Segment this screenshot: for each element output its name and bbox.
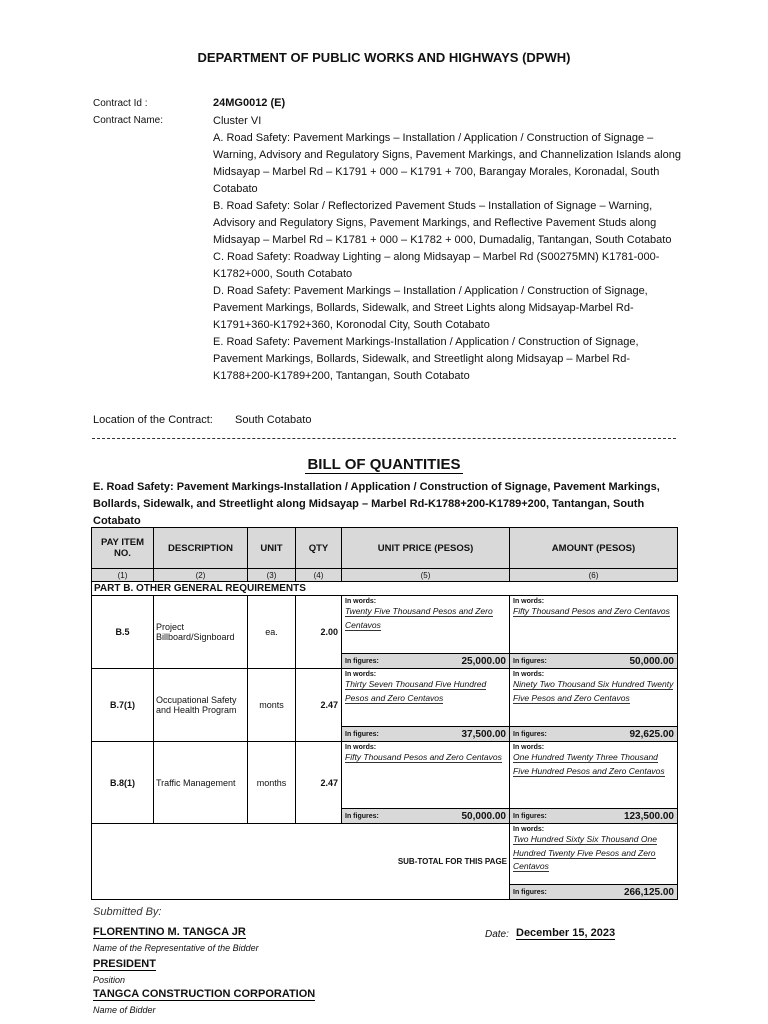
- location-value: South Cotabato: [235, 414, 312, 426]
- in-figures-label: In figures:: [513, 888, 547, 896]
- item-description: Occupational Safety and Health Program: [154, 669, 248, 742]
- col-number: (6): [510, 569, 678, 582]
- in-figures-label: In figures:: [513, 657, 547, 665]
- unit-price-figures-cell: [342, 654, 510, 669]
- amount-words: Fifty Thousand Pesos and Zero Centavos: [513, 606, 670, 616]
- subtotal-figures: 266,125.00: [623, 886, 674, 898]
- in-words-label: In words:: [345, 744, 377, 751]
- amount-figures-cell: [510, 654, 678, 669]
- contract-name-label: Contract Name:: [93, 115, 164, 126]
- in-figures-label: In figures:: [513, 730, 547, 738]
- contract-name-value: [213, 113, 683, 385]
- contract-cluster: Cluster VI: [213, 115, 262, 127]
- unit-price-words-cell: [342, 669, 510, 727]
- column-number-row: [92, 569, 678, 582]
- item-unit: ea.: [248, 596, 296, 669]
- unit-price-words: Thirty Seven Thousand Five Hundred Pesos and Zero Centavos: [345, 679, 487, 703]
- pay-item-no: B.8(1): [92, 742, 154, 824]
- amount-words-cell: [510, 596, 678, 654]
- contract-item-b: B. Road Safety: Solar / Reflectorized Pavement Studs – Installation of Signage – Warning, Advisory and Regulatory Signs, Pavement Markings, and Reflective Pavement Studs along Midsayap – Marbel Rd – K1781 + 000 – K1782 + 000, Dumadalig, Tantangan, South Cotabato: [213, 200, 672, 246]
- in-words-label: In words:: [345, 671, 377, 678]
- amount-words: One Hundred Twenty Three Thousand Five Hundred Pesos and Zero Centavos: [513, 752, 665, 776]
- in-figures-label: In figures:: [345, 812, 379, 820]
- boq-description: E. Road Safety: Pavement Markings-Installation / Application / Construction of Signage, Pavement Markings, Bollards, Sidewalk, and Streetlight along Midsayap – Marbel Rd-K1788+200-K1789+200, Tantangan, South Cotabato: [93, 481, 660, 527]
- item-description: Project Billboard/Signboard: [154, 596, 248, 669]
- boq-title-text: BILL OF QUANTITIES: [307, 456, 461, 473]
- contract-item-d: D. Road Safety: Pavement Markings – Installation / Application / Construction of Signage, Pavement Markings, Bollards, Sidewalk, and Street Lights along Midsayap-Marbel Rd-K1791+360-K1792+360, Koronodal City, South Cotabato: [213, 285, 648, 331]
- in-figures-label: In figures:: [513, 812, 547, 820]
- col-header-unit: UNIT: [248, 528, 296, 569]
- representative-caption: Name of the Representative of the Bidder: [93, 943, 259, 953]
- amount-figures: 123,500.00: [623, 810, 674, 822]
- in-words-label: In words:: [513, 598, 545, 605]
- item-unit: months: [248, 742, 296, 824]
- date-label: Date:: [485, 929, 509, 940]
- col-header-qty: QTY: [296, 528, 342, 569]
- col-number: (3): [248, 569, 296, 582]
- in-words-label: In words:: [513, 671, 545, 678]
- contract-item-c: C. Road Safety: Roadway Lighting – along Midsayap – Marbel Rd (S00275MN) K1781-000-K1782+000, South Cotabato: [213, 251, 660, 280]
- unit-price-figures-cell: [342, 809, 510, 824]
- item-qty: 2.47: [296, 742, 342, 824]
- item-qty: 2.47: [296, 669, 342, 742]
- amount-figures: 50,000.00: [629, 655, 674, 667]
- contract-id-label: Contract Id :: [93, 98, 148, 109]
- amount-figures-cell: [510, 727, 678, 742]
- pay-item-no: B.5: [92, 596, 154, 669]
- date-value: December 15, 2023: [516, 927, 616, 939]
- bidder-name: TANGCA CONSTRUCTION CORPORATION: [93, 988, 316, 1000]
- unit-price-words-cell: [342, 742, 510, 809]
- in-words-label: In words:: [513, 744, 545, 751]
- amount-figures-cell: [510, 809, 678, 824]
- unit-price-words-cell: [342, 596, 510, 654]
- boq-table: [91, 527, 678, 900]
- contract-id-value: 24MG0012 (E): [213, 97, 286, 109]
- item-unit: monts: [248, 669, 296, 742]
- contract-item-a: A. Road Safety: Pavement Markings – Installation / Application / Construction of Signage – Warning, Advisory and Regulatory Signs, Pavement Markings, and Channelization Islands along Midsayap – Marbel Rd – K1791 + 000 – K1791 + 700, Barangay Morales, Koronadal, South Cotabato: [213, 132, 681, 195]
- part-label: PART B. OTHER GENERAL REQUIREMENTS: [92, 582, 678, 596]
- col-number: (5): [342, 569, 510, 582]
- position-caption: Position: [93, 975, 126, 985]
- unit-price-words: Twenty Five Thousand Pesos and Zero Centavos: [345, 606, 493, 630]
- unit-price-words: Fifty Thousand Pesos and Zero Centavos: [345, 752, 502, 762]
- in-words-label: In words:: [345, 598, 377, 605]
- col-header-amount: AMOUNT (PESOS): [510, 528, 678, 569]
- amount-words: Ninety Two Thousand Six Hundred Twenty Five Pesos and Zero Centavos: [513, 679, 674, 703]
- table-header-row: [92, 528, 678, 569]
- col-header-unit-price: UNIT PRICE (PESOS): [342, 528, 510, 569]
- table-row: [92, 669, 678, 727]
- table-row: [92, 742, 678, 809]
- col-number: (1): [92, 569, 154, 582]
- in-figures-label: In figures:: [345, 657, 379, 665]
- subtotal-words-cell: [510, 824, 678, 885]
- location-label: Location of the Contract:: [93, 414, 213, 426]
- table-row: [92, 596, 678, 654]
- contract-item-e: E. Road Safety: Pavement Markings-Installation / Application / Construction of Signage, Pavement Markings, Bollards, Sidewalk, and Streetlight along Midsayap – Marbel Rd-K1788+200-K1789+200, Tantangan, South Cotabato: [213, 336, 639, 382]
- document-title: DEPARTMENT OF PUBLIC WORKS AND HIGHWAYS (DPWH): [197, 50, 571, 65]
- divider: [92, 438, 676, 439]
- amount-figures: 92,625.00: [629, 728, 674, 740]
- amount-words-cell: [510, 669, 678, 727]
- col-header-item: PAY ITEM NO.: [92, 528, 154, 569]
- boq-title: [0, 456, 768, 473]
- col-header-description: DESCRIPTION: [154, 528, 248, 569]
- item-description: Traffic Management: [154, 742, 248, 824]
- bidder-caption: Name of Bidder: [93, 1005, 156, 1015]
- pay-item-no: B.7(1): [92, 669, 154, 742]
- in-figures-label: In figures:: [345, 730, 379, 738]
- part-row: [92, 582, 678, 596]
- position-value: PRESIDENT: [93, 958, 156, 970]
- subtotal-row: [92, 824, 678, 885]
- unit-price-figures: 50,000.00: [461, 810, 506, 822]
- in-words-label: In words:: [513, 826, 545, 833]
- unit-price-figures: 37,500.00: [461, 728, 506, 740]
- unit-price-figures: 25,000.00: [461, 655, 506, 667]
- subtotal-label: SUB-TOTAL FOR THIS PAGE: [92, 824, 510, 900]
- col-number: (2): [154, 569, 248, 582]
- subtotal-figures-cell: [510, 885, 678, 900]
- representative-name: FLORENTINO M. TANGCA JR: [93, 926, 246, 938]
- subtotal-words: Two Hundred Sixty Six Thousand One Hundred Twenty Five Pesos and Zero Centavos: [513, 834, 657, 871]
- submitted-by-label: Submitted By:: [93, 906, 162, 918]
- unit-price-figures-cell: [342, 727, 510, 742]
- amount-words-cell: [510, 742, 678, 809]
- item-qty: 2.00: [296, 596, 342, 669]
- col-number: (4): [296, 569, 342, 582]
